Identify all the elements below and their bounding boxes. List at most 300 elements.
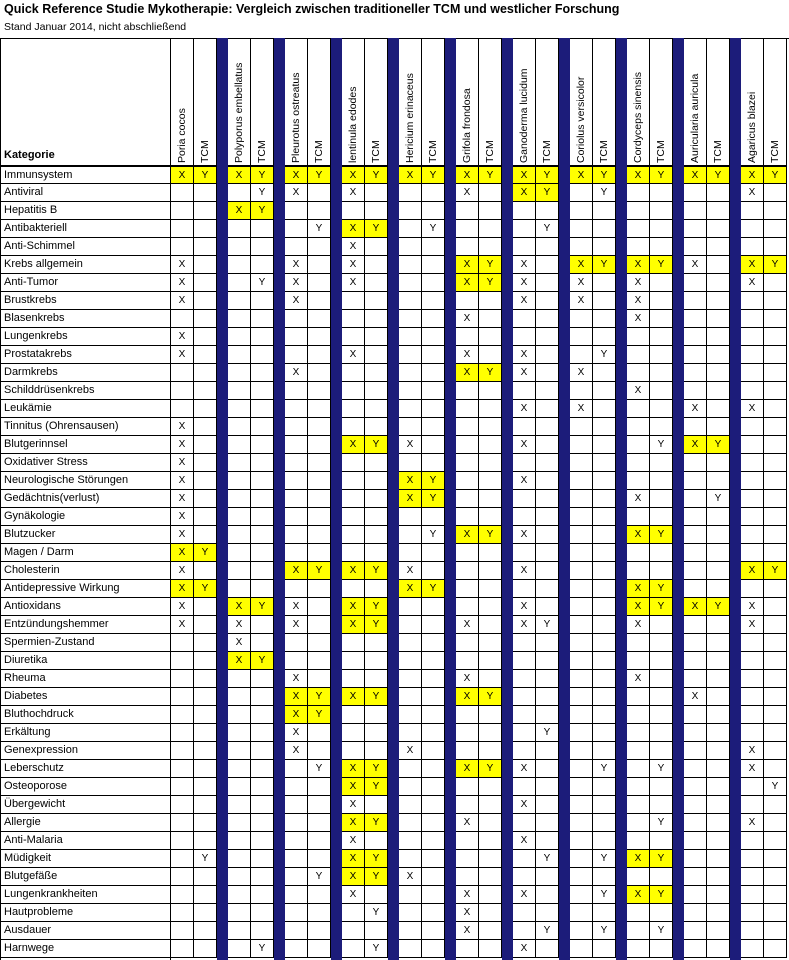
category-label: Lungenkrebs (0, 328, 171, 346)
table-cell (707, 706, 730, 724)
table-cell (228, 400, 251, 418)
table-cell (741, 724, 764, 742)
category-label: Schilddrüsenkrebs (0, 382, 171, 400)
table-cell (228, 670, 251, 688)
table-cell (365, 418, 388, 436)
table-cell (536, 508, 559, 526)
table-cell (456, 652, 479, 670)
table-cell: X (285, 616, 308, 634)
table-cell (171, 922, 194, 940)
table-cell: X (171, 418, 194, 436)
table-cell (536, 832, 559, 850)
table-cell (764, 364, 787, 382)
table-cell (479, 292, 502, 310)
table-cell (456, 454, 479, 472)
table-cell (536, 490, 559, 508)
table-cell (479, 886, 502, 904)
table-cell (650, 832, 673, 850)
category-label: Antibakteriell (0, 220, 171, 238)
table-cell: Y (650, 526, 673, 544)
table-cell: X (627, 850, 650, 868)
table-cell (570, 922, 593, 940)
table-cell: Y (764, 778, 787, 796)
table-cell (650, 562, 673, 580)
table-cell: X (171, 454, 194, 472)
category-label: Bluthochdruck (0, 706, 171, 724)
table-cell (194, 832, 217, 850)
table-cell (399, 256, 422, 274)
table-cell: X (570, 274, 593, 292)
category-label: Blutgerinnsel (0, 436, 171, 454)
table-cell (228, 868, 251, 886)
table-cell (308, 652, 331, 670)
table-cell (194, 184, 217, 202)
table-cell (251, 490, 274, 508)
table-cell (741, 796, 764, 814)
table-cell: Y (251, 940, 274, 958)
table-cell: Y (365, 940, 388, 958)
table-cell (194, 454, 217, 472)
table-cell: X (342, 814, 365, 832)
table-cell: Y (365, 688, 388, 706)
table-cell (536, 400, 559, 418)
sheet-subtitle: Stand Januar 2014, nicht abschließend (4, 21, 187, 33)
table-cell (422, 634, 445, 652)
table-cell: Y (536, 220, 559, 238)
table-cell (479, 742, 502, 760)
table-cell (228, 814, 251, 832)
table-cell (194, 598, 217, 616)
table-cell (251, 436, 274, 454)
table-cell (764, 508, 787, 526)
table-cell: X (627, 382, 650, 400)
table-cell: Y (422, 526, 445, 544)
table-cell (308, 310, 331, 328)
table-cell (513, 922, 536, 940)
table-cell (764, 292, 787, 310)
table-cell (479, 400, 502, 418)
category-label: Lungenkrankheiten (0, 886, 171, 904)
table-cell (479, 868, 502, 886)
table-cell (513, 814, 536, 832)
table-cell: X (399, 472, 422, 490)
table-cell (342, 742, 365, 760)
table-cell (741, 904, 764, 922)
table-cell (684, 544, 707, 562)
table-cell: X (684, 256, 707, 274)
tcm-label: TCM (655, 140, 667, 163)
table-cell (251, 400, 274, 418)
table-cell (707, 472, 730, 490)
table-cell (308, 472, 331, 490)
table-cell (342, 490, 365, 508)
table-cell (741, 526, 764, 544)
table-cell (627, 796, 650, 814)
table-cell: X (171, 274, 194, 292)
table-cell (707, 868, 730, 886)
table-cell (627, 220, 650, 238)
table-cell (650, 940, 673, 958)
table-cell (707, 904, 730, 922)
table-cell: X (285, 292, 308, 310)
table-cell: X (456, 310, 479, 328)
table-cell (194, 778, 217, 796)
table-cell (342, 400, 365, 418)
table-cell (627, 562, 650, 580)
table-cell (422, 256, 445, 274)
table-cell: Y (194, 580, 217, 598)
table-cell (228, 580, 251, 598)
table-cell (650, 706, 673, 724)
table-cell (570, 490, 593, 508)
table-cell (228, 418, 251, 436)
table-cell (342, 328, 365, 346)
species-name: Hericium erinaceus (404, 73, 416, 163)
table-cell (365, 832, 388, 850)
table-cell (365, 400, 388, 418)
category-label: Genexpression (0, 742, 171, 760)
table-cell (251, 706, 274, 724)
table-cell (342, 382, 365, 400)
table-cell (251, 346, 274, 364)
table-cell (194, 292, 217, 310)
table-cell (399, 760, 422, 778)
table-cell: Y (365, 598, 388, 616)
table-cell (194, 472, 217, 490)
table-cell (251, 688, 274, 706)
sheet-title: Quick Reference Studie Mykotherapie: Vergleich zwischen traditioneller TCM und westlicher Forschung (4, 2, 620, 16)
table-cell (570, 940, 593, 958)
table-cell: X (228, 202, 251, 220)
table-cell (741, 634, 764, 652)
table-cell (342, 634, 365, 652)
table-cell (422, 922, 445, 940)
category-label: Leberschutz (0, 760, 171, 778)
table-cell (479, 382, 502, 400)
table-cell (684, 490, 707, 508)
table-cell (342, 544, 365, 562)
table-cell (741, 778, 764, 796)
table-cell (285, 796, 308, 814)
table-cell (308, 832, 331, 850)
table-cell (228, 796, 251, 814)
table-cell (251, 310, 274, 328)
table-cell (593, 832, 616, 850)
table-cell (650, 418, 673, 436)
table-cell (570, 742, 593, 760)
table-cell (251, 742, 274, 760)
table-cell: X (228, 616, 251, 634)
table-cell: X (228, 652, 251, 670)
tcm-label: TCM (484, 140, 496, 163)
table-cell (399, 310, 422, 328)
table-cell (171, 832, 194, 850)
table-cell (479, 814, 502, 832)
table-cell (764, 814, 787, 832)
table-cell (194, 796, 217, 814)
table-cell: Y (308, 868, 331, 886)
table-cell (764, 580, 787, 598)
table-cell: Y (365, 778, 388, 796)
column-separator (616, 38, 627, 960)
table-cell (536, 886, 559, 904)
table-cell (365, 490, 388, 508)
table-cell (570, 472, 593, 490)
table-cell (365, 922, 388, 940)
table-cell (194, 742, 217, 760)
table-cell (456, 634, 479, 652)
table-cell (399, 400, 422, 418)
table-cell (536, 580, 559, 598)
category-label: Magen / Darm (0, 544, 171, 562)
table-cell (764, 400, 787, 418)
table-cell (593, 526, 616, 544)
table-cell: X (513, 184, 536, 202)
table-cell (593, 670, 616, 688)
table-cell: X (342, 220, 365, 238)
table-cell (171, 670, 194, 688)
table-cell: X (342, 274, 365, 292)
table-cell (342, 724, 365, 742)
table-cell (764, 328, 787, 346)
table-cell: Y (422, 166, 445, 184)
table-cell (764, 382, 787, 400)
table-cell (365, 238, 388, 256)
table-cell (707, 454, 730, 472)
table-cell (251, 508, 274, 526)
table-cell (342, 508, 365, 526)
table-cell (650, 724, 673, 742)
table-cell (764, 490, 787, 508)
table-cell (399, 832, 422, 850)
table-cell (365, 742, 388, 760)
table-cell (570, 598, 593, 616)
table-cell (764, 616, 787, 634)
table-cell (456, 796, 479, 814)
table-cell: Y (593, 166, 616, 184)
table-cell (627, 202, 650, 220)
table-cell (650, 868, 673, 886)
table-cell (308, 274, 331, 292)
table-cell: X (342, 562, 365, 580)
table-cell: X (456, 814, 479, 832)
table-cell: X (171, 508, 194, 526)
table-cell (194, 220, 217, 238)
table-cell (285, 400, 308, 418)
table-cell (194, 310, 217, 328)
table-cell (536, 796, 559, 814)
table-cell: X (513, 400, 536, 418)
table-cell (650, 454, 673, 472)
table-cell: X (399, 742, 422, 760)
table-cell: X (285, 562, 308, 580)
category-label: Cholesterin (0, 562, 171, 580)
table-cell (228, 508, 251, 526)
table-cell (456, 400, 479, 418)
table-cell: Y (593, 922, 616, 940)
table-cell (570, 616, 593, 634)
table-cell: Y (593, 346, 616, 364)
table-cell (251, 256, 274, 274)
table-cell (513, 634, 536, 652)
table-cell (456, 580, 479, 598)
table-cell (399, 184, 422, 202)
table-cell (513, 742, 536, 760)
table-cell (707, 400, 730, 418)
table-cell (764, 922, 787, 940)
table-cell (171, 310, 194, 328)
category-label: Oxidativer Stress (0, 454, 171, 472)
table-cell (399, 814, 422, 832)
table-cell (285, 490, 308, 508)
table-cell (228, 274, 251, 292)
table-cell (365, 310, 388, 328)
table-cell (741, 364, 764, 382)
table-cell: X (456, 904, 479, 922)
table-cell (251, 418, 274, 436)
table-cell (399, 346, 422, 364)
table-cell (479, 850, 502, 868)
table-cell (228, 256, 251, 274)
table-cell: X (684, 598, 707, 616)
table-cell (251, 832, 274, 850)
table-cell (285, 472, 308, 490)
table-cell: X (627, 310, 650, 328)
table-cell (399, 796, 422, 814)
table-cell (650, 472, 673, 490)
table-cell (570, 454, 593, 472)
table-cell (741, 868, 764, 886)
table-cell (399, 328, 422, 346)
table-cell (536, 670, 559, 688)
table-cell (627, 454, 650, 472)
table-cell (593, 292, 616, 310)
table-cell (707, 310, 730, 328)
table-cell (365, 364, 388, 382)
table-cell (171, 850, 194, 868)
table-cell (593, 202, 616, 220)
table-cell (194, 490, 217, 508)
table-cell (422, 688, 445, 706)
table-cell (285, 922, 308, 940)
table-cell (707, 796, 730, 814)
table-cell: X (171, 580, 194, 598)
table-cell (399, 292, 422, 310)
table-cell (228, 436, 251, 454)
table-cell (308, 742, 331, 760)
category-label: Brustkrebs (0, 292, 171, 310)
table-cell (593, 364, 616, 382)
table-cell: X (627, 886, 650, 904)
table-cell (593, 940, 616, 958)
table-cell: X (627, 616, 650, 634)
table-cell (399, 364, 422, 382)
table-cell (707, 724, 730, 742)
category-label: Ausdauer (0, 922, 171, 940)
table-cell: Y (422, 220, 445, 238)
table-cell: Y (536, 184, 559, 202)
table-cell (342, 670, 365, 688)
category-label: Blutgefäße (0, 868, 171, 886)
table-cell (171, 868, 194, 886)
table-cell (684, 706, 707, 724)
table-cell: X (342, 868, 365, 886)
table-cell (570, 544, 593, 562)
table-cell (251, 238, 274, 256)
table-cell (593, 490, 616, 508)
table-cell: Y (593, 850, 616, 868)
table-cell (650, 634, 673, 652)
table-cell (513, 508, 536, 526)
tcm-label: TCM (370, 140, 382, 163)
table-cell (650, 220, 673, 238)
table-cell (593, 238, 616, 256)
table-cell (593, 796, 616, 814)
table-cell (308, 544, 331, 562)
table-cell (536, 562, 559, 580)
table-cell: X (741, 598, 764, 616)
tcm-label: TCM (256, 140, 268, 163)
table-cell (479, 562, 502, 580)
table-cell (228, 292, 251, 310)
table-cell (707, 940, 730, 958)
table-cell (536, 256, 559, 274)
tcm-label: TCM (427, 140, 439, 163)
table-cell: X (684, 400, 707, 418)
table-cell (593, 382, 616, 400)
table-cell: X (741, 742, 764, 760)
table-cell (479, 238, 502, 256)
table-cell: X (285, 670, 308, 688)
table-cell (536, 382, 559, 400)
column-separator (274, 38, 285, 960)
table-cell (536, 202, 559, 220)
table-cell (684, 292, 707, 310)
table-cell (342, 202, 365, 220)
table-cell: X (342, 436, 365, 454)
table-cell: X (456, 364, 479, 382)
table-cell (570, 508, 593, 526)
table-cell: X (570, 400, 593, 418)
column-separator (170, 38, 171, 960)
table-cell (764, 670, 787, 688)
table-cell (342, 940, 365, 958)
table-cell (707, 922, 730, 940)
table-cell (627, 184, 650, 202)
table-cell (365, 184, 388, 202)
table-cell (536, 760, 559, 778)
table-cell (570, 418, 593, 436)
category-label: Spermien-Zustand (0, 634, 171, 652)
table-cell (308, 670, 331, 688)
table-cell (593, 634, 616, 652)
table-cell (422, 508, 445, 526)
table-cell (479, 490, 502, 508)
table-cell: Y (365, 166, 388, 184)
table-cell (399, 382, 422, 400)
table-cell (365, 796, 388, 814)
table-cell: X (741, 166, 764, 184)
table-cell (251, 796, 274, 814)
table-cell (365, 634, 388, 652)
table-cell (707, 184, 730, 202)
table-cell (422, 562, 445, 580)
table-cell (570, 886, 593, 904)
category-label: Anti-Tumor (0, 274, 171, 292)
table-cell (194, 346, 217, 364)
table-cell (593, 814, 616, 832)
table-cell (684, 760, 707, 778)
